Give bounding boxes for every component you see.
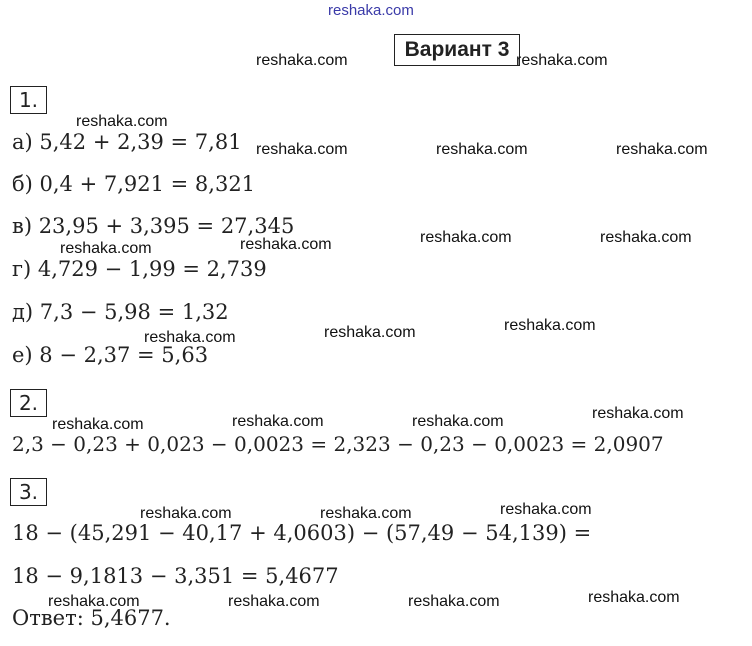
task-3-answer: Ответ: 5,4677. [12,606,171,630]
watermark: reshaka.com [592,405,684,422]
watermark: reshaka.com [256,141,348,158]
watermark: reshaka.com [320,505,412,522]
task-1-line-a: а) 5,42 + 2,39 = 7,81 [12,130,242,154]
watermark: reshaka.com [436,141,528,158]
watermark: reshaka.com [616,141,708,158]
site-link-top[interactable]: reshaka.com [328,2,414,19]
watermark: reshaka.com [500,501,592,518]
task-1-number: 1. [10,86,47,114]
watermark: reshaka.com [412,413,504,430]
watermark: reshaka.com [60,240,152,257]
watermark: reshaka.com [408,593,500,610]
task-1-line-b: б) 0,4 + 7,921 = 8,321 [12,172,256,196]
task-1-line-d: д) 7,3 − 5,98 = 1,32 [12,300,229,324]
watermark: reshaka.com [232,413,324,430]
watermark: reshaka.com [144,329,236,346]
task-1-line-g: г) 4,729 − 1,99 = 2,739 [12,257,267,281]
watermark: reshaka.com [588,589,680,606]
task-2-number: 2. [10,389,47,417]
watermark: reshaka.com [48,593,140,610]
watermark: reshaka.com [324,324,416,341]
watermark: reshaka.com [240,236,332,253]
task-1-line-v: в) 23,95 + 3,395 = 27,345 [12,214,295,238]
watermark: reshaka.com [76,113,168,130]
watermark: reshaka.com [140,505,232,522]
task-3-number: 3. [10,478,47,506]
task-3-line-2: 18 − 9,1813 − 3,351 = 5,4677 [12,564,339,588]
task-1-line-e: е) 8 − 2,37 = 5,63 [12,343,209,367]
watermark: reshaka.com [516,52,608,69]
watermark: reshaka.com [600,229,692,246]
variant-title: Вариант 3 [394,34,520,66]
task-2-line: 2,3 − 0,23 + 0,023 − 0,0023 = 2,323 − 0,23 − 0,0023 = 2,0907 [12,432,664,456]
watermark: reshaka.com [52,416,144,433]
watermark: reshaka.com [420,229,512,246]
watermark: reshaka.com [504,317,596,334]
watermark: reshaka.com [228,593,320,610]
task-3-line-1: 18 − (45,291 − 40,17 + 4,0603) − (57,49 − 54,139) = [12,521,592,545]
watermark: reshaka.com [256,52,348,69]
